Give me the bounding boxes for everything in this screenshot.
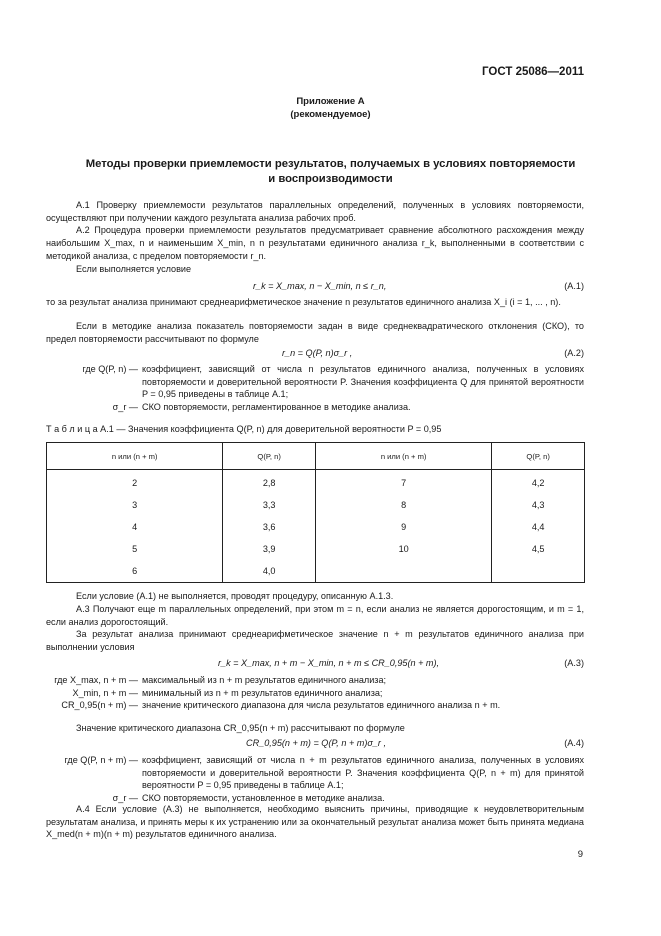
standard-number: ГОСТ 25086—2011 xyxy=(482,66,584,78)
table-cell: 4,4 xyxy=(492,516,585,538)
coefficient-table xyxy=(46,442,585,583)
paragraph-a1: А.1 Проверку приемлемости результатов параллельных определений, полученных в условиях повторяемости, осуществляют при получении каждого результата анализа рабочих проб. xyxy=(46,200,584,223)
title-line-2: и воспроизводимости xyxy=(268,173,393,185)
table-cell: 4 xyxy=(47,516,223,538)
definitions-block-2 xyxy=(46,674,584,712)
paragraph-sko: Если в методике анализа показатель повторяемости задан в виде среднеквадратического отклонения (СКО), то предел повторяемости рассчитывают по формуле xyxy=(46,321,584,344)
table-row xyxy=(47,560,585,583)
definition-term: CR_0,95(n + m) — xyxy=(61,700,138,711)
paragraph-mean-2: За результат анализа принимают среднеарифметическое значение n + m результатов единичного анализа при выполнении условия xyxy=(46,629,584,652)
table-header-row xyxy=(47,443,585,470)
table-header-cell: n или (n + m) xyxy=(47,443,223,470)
table-cell: 8 xyxy=(315,494,491,516)
definition-term: где X_max, n + m — xyxy=(54,675,138,685)
table-cell: 3,6 xyxy=(223,516,316,538)
table-cell: 9 xyxy=(315,516,491,538)
definition-description: коэффициент, зависящий от числа n результатов единичного анализа, полученных в условиях повторяемости и доверительной вероятности P. Значения коэффициента Q для принятой вероятности P = 0,95 приведены в таблице А.1; xyxy=(142,364,584,400)
definition-xmax xyxy=(46,674,584,687)
paragraph-a4: А.4 Если условие (А.3) не выполняется, необходимо выяснить причины, приводящие к неудовлетворительным результатам анализа, и принять меры к их устранению или за окончательный результат анализа может быть принята медиана X_med(n + m)(n + m) результатов единичного анализа. xyxy=(46,804,584,840)
appendix-label: Приложение А xyxy=(296,96,365,107)
table-header-cell: Q(P, n) xyxy=(492,443,585,470)
appendix-type: (рекомендуемое) xyxy=(290,109,371,120)
table-cell: 4,0 xyxy=(223,560,316,583)
equation-a2-number: (А.2) xyxy=(564,348,584,358)
table-cell: 4,5 xyxy=(492,538,585,560)
table-row xyxy=(47,494,585,516)
table-header-cell: Q(P, n) xyxy=(223,443,316,470)
paragraph-critical: Значение критического диапазона CR_0,95(n + m) рассчитывают по формуле xyxy=(76,723,405,733)
table-cell: 2,8 xyxy=(223,470,316,495)
definition-description: СКО повторяемости, регламентированное в методике анализа. xyxy=(142,401,411,412)
page-number: 9 xyxy=(577,849,583,860)
table-row xyxy=(47,470,585,495)
definitions-block-1 xyxy=(46,363,584,413)
definition-description: значение критического диапазона для числа результатов единичного анализа n + m. xyxy=(142,700,501,711)
definition-q xyxy=(46,363,584,401)
paragraph-condition-1: Если выполняется условие xyxy=(76,264,192,274)
paragraph-a3: А.3 Получают еще m параллельных определений, при этом m = n, если анализ не является дорогостоящим, и m = 1, если анализ дорогостоящий. xyxy=(46,604,584,627)
definition-description: минимальный из n + m результатов единичного анализа; xyxy=(142,687,383,698)
table-cell: 3,3 xyxy=(223,494,316,516)
equation-a2: r_n = Q(P, n)σ_r , xyxy=(282,348,353,358)
definition-description: максимальный из n + m результатов единичного анализа; xyxy=(142,675,387,685)
table-cell: 5 xyxy=(47,538,223,560)
table-cell: 3 xyxy=(47,494,223,516)
paragraph-a2: А.2 Процедура проверки приемлемости результатов предусматривает сравнение абсолютного расхождения между наибольшим X_max, n и наименьшим X_min, n n результатами единичного анализа r_k, выполненными в соответствии с методикой анализа, с пределом повторяемости r_n. xyxy=(46,225,584,261)
paragraph-then-1: то за результат анализа принимают среднеарифметическое значение n результатов единичного анализа X_i (i = 1, ... , n). xyxy=(46,297,561,307)
table-cell: 6 xyxy=(47,560,223,583)
definition-sigma xyxy=(46,401,584,414)
equation-a1: r_k = X_max, n − X_min, n ≤ r_n, xyxy=(253,281,387,291)
definition-q-nm xyxy=(46,754,584,792)
definitions-block-3 xyxy=(46,754,584,804)
table-cell xyxy=(492,560,585,583)
table-cell xyxy=(315,560,491,583)
equation-a3: r_k = X_max, n + m − X_min, n + m ≤ CR_0,95(n + m), xyxy=(218,658,440,668)
definition-description: коэффициент, зависящий от числа n + m результатов единичного анализа, полученных в условиях повторяемости и доверительной вероятности P. Значения коэффициента Q(P, n + m) для принятой вероятности P = 0,95 приведены в таблице А.1; xyxy=(142,755,584,791)
equation-a3-number: (А.3) xyxy=(564,658,584,668)
table-caption: Т а б л и ц а А.1 — Значения коэффициента Q(P, n) для доверительной вероятности P = 0,95 xyxy=(46,424,442,434)
table-row xyxy=(47,516,585,538)
table-cell: 7 xyxy=(315,470,491,495)
definition-term: где Q(P, n) — xyxy=(82,364,138,374)
definition-term: σ_r — xyxy=(112,792,138,803)
title-line-1: Методы проверки приемлемости результатов, получаемых в условиях повторяемости xyxy=(85,158,576,170)
table-cell: 4,2 xyxy=(492,470,585,495)
definition-cr xyxy=(46,699,584,712)
equation-a1-number: (А.1) xyxy=(564,281,584,291)
section-title xyxy=(60,157,601,187)
definition-description: СКО повторяемости, установленное в методике анализа. xyxy=(142,792,385,803)
equation-a4-number: (А.4) xyxy=(564,738,584,748)
definition-term: где Q(P, n + m) — xyxy=(64,755,138,765)
definition-term: σ_r — xyxy=(112,401,138,412)
table-cell: 2 xyxy=(47,470,223,495)
table-row xyxy=(47,538,585,560)
definition-term: X_min, n + m — xyxy=(72,687,138,698)
table-cell: 4,3 xyxy=(492,494,585,516)
definition-xmin xyxy=(46,687,584,700)
paragraph-not-1: Если условие (А.1) не выполняется, проводят процедуру, описанную А.1.3. xyxy=(76,591,394,601)
table-cell: 3,9 xyxy=(223,538,316,560)
table-header-cell: n или (n + m) xyxy=(315,443,491,470)
table-cell: 10 xyxy=(315,538,491,560)
equation-a4: CR_0,95(n + m) = Q(P, n + m)σ_r , xyxy=(246,738,387,748)
